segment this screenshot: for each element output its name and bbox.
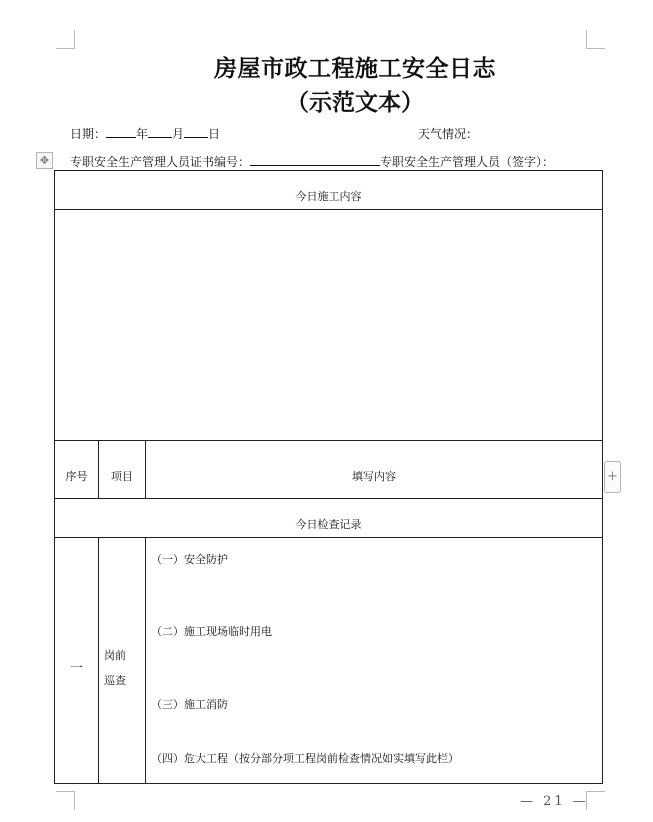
section-seq: 一	[69, 661, 83, 676]
row-divider	[55, 440, 602, 441]
month-label: 月	[172, 127, 185, 141]
day-blank[interactable]	[184, 126, 208, 138]
crop-mark-top-left	[56, 30, 75, 49]
entry-safety-protection[interactable]: （一）安全防护	[151, 553, 228, 566]
crop-mark-bottom-right	[586, 791, 605, 810]
day-label: 日	[208, 127, 221, 141]
row-divider	[55, 537, 602, 538]
column-header-content: 填写内容	[352, 470, 396, 483]
construction-content-area[interactable]	[55, 210, 602, 439]
cert-number-blank[interactable]	[250, 154, 380, 166]
month-blank[interactable]	[148, 126, 172, 138]
weather-label: 天气情况：	[418, 127, 479, 141]
column-header-seq: 序号	[65, 470, 88, 483]
cert-label: 专职安全生产管理人员证书编号：	[70, 155, 251, 169]
row-divider	[55, 498, 602, 499]
construction-content-header: 今日施工内容	[295, 190, 362, 203]
document-subtitle: （示范文本）	[286, 89, 424, 116]
year-blank[interactable]	[106, 126, 136, 138]
section-item-line2: 巡查	[104, 674, 126, 687]
sign-label: 专职安全生产管理人员（签字）：	[380, 155, 555, 169]
col-divider	[145, 537, 146, 783]
entry-temporary-electricity[interactable]: （二）施工现场临时用电	[151, 625, 272, 638]
safety-log-table	[54, 170, 603, 784]
plus-icon[interactable]: +	[604, 461, 621, 493]
entry-major-hazard-works[interactable]: （四）危大工程（按分部分项工程岗前检查情况如实填写此栏）	[151, 752, 459, 765]
page-number: — 21 —	[520, 794, 589, 809]
cert-field	[70, 153, 554, 170]
year-label: 年	[136, 127, 149, 141]
entry-fire-protection[interactable]: （三）施工消防	[151, 698, 228, 711]
section-item-line1: 岗前	[104, 649, 126, 662]
column-header-item: 项目	[111, 470, 133, 483]
document-title: 房屋市政工程施工安全日志	[214, 55, 496, 82]
inspection-record-header: 今日检查记录	[295, 518, 362, 531]
move-icon[interactable]: ✥	[36, 152, 53, 169]
crop-mark-bottom-left	[56, 791, 75, 810]
crop-mark-top-right	[586, 30, 605, 49]
date-label: 日期：	[70, 127, 107, 141]
date-field	[70, 125, 220, 142]
